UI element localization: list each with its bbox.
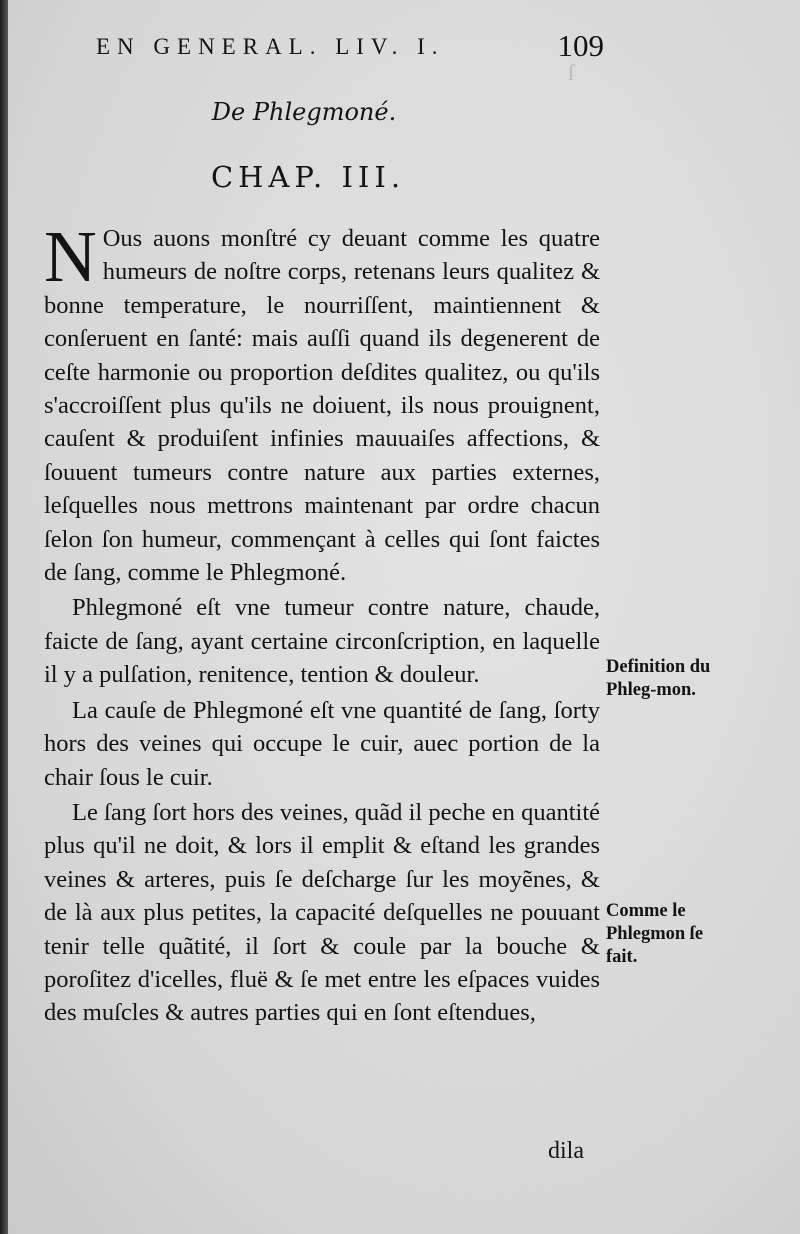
running-head xyxy=(96,28,604,68)
paragraph xyxy=(44,591,600,691)
body-text xyxy=(44,216,600,1030)
paragraph xyxy=(44,216,600,589)
paragraph-text: Phlegmoné eſt vne tumeur contre nature, chaude, faicte de ſang, ayant certaine circonſcription, en laquelle il y a pulſation, renitence, tention & douleur. xyxy=(44,594,600,689)
show-through-text: ſ xyxy=(568,60,575,85)
drop-cap: N xyxy=(44,216,97,297)
running-head-title: EN GENERAL. LIV. I. xyxy=(96,34,445,59)
page-number: 109 xyxy=(557,28,604,63)
section-subtitle: De Phlegmoné. xyxy=(211,98,397,126)
book-spine-shadow xyxy=(0,0,8,1234)
margin-note-definition: Definition du Phleg-mon. xyxy=(606,657,711,700)
paragraph-text: Le ſang ſort hors des veines, quãd il peche en quantité plus qu'il ne doit, & lors il emplit & eſtand les grandes veines & arteres, puis ſe deſcharge ſur les moyẽnes, & de là aux plus petites, la capacité deſquelles ne pouuant tenir telle quãtité, il ſort & coule par la bouche & poroſitez d'icelles, fluë & ſe met entre les eſpaces vuides des muſcles & autres parties qui en ſont eſtendues, xyxy=(44,798,600,1027)
paragraph xyxy=(44,694,600,794)
catchword: dila xyxy=(548,1138,584,1164)
margin-note-formation: Comme le Phlegmon ſe fait. xyxy=(606,901,704,967)
paragraph-text: La cauſe de Phlegmoné eſt vne quantité de ſang, ſorty hors des veines qui occupe le cuir, auec portion de la chair ſous le cuir. xyxy=(44,696,600,791)
paragraph xyxy=(44,796,600,1030)
paragraph-text: Ous auons monſtré cy deuant comme les quatre humeurs de noſtre corps, retenans leurs qualitez & bonne temperature, le nourriſſent, maintiennent & conſeruent en ſanté: mais auſſi quand ils degenerent de ceſte harmonie ou proportion deſdites qualitez, ou qu'ils s'accroiſſent plus qu'ils ne doiuent, ils nous prouignent, cauſent & produiſent infinies mauuaiſes affections, & ſouuent tumeurs contre nature aux parties externes, leſquelles nous mettrons maintenant par ordre chacun ſelon ſon humeur, commençant à celles qui ſont faictes de ſang, comme le Phlegmoné. xyxy=(44,225,600,587)
chapter-heading: CHAP. III. xyxy=(210,160,406,194)
book-page xyxy=(8,0,800,1234)
